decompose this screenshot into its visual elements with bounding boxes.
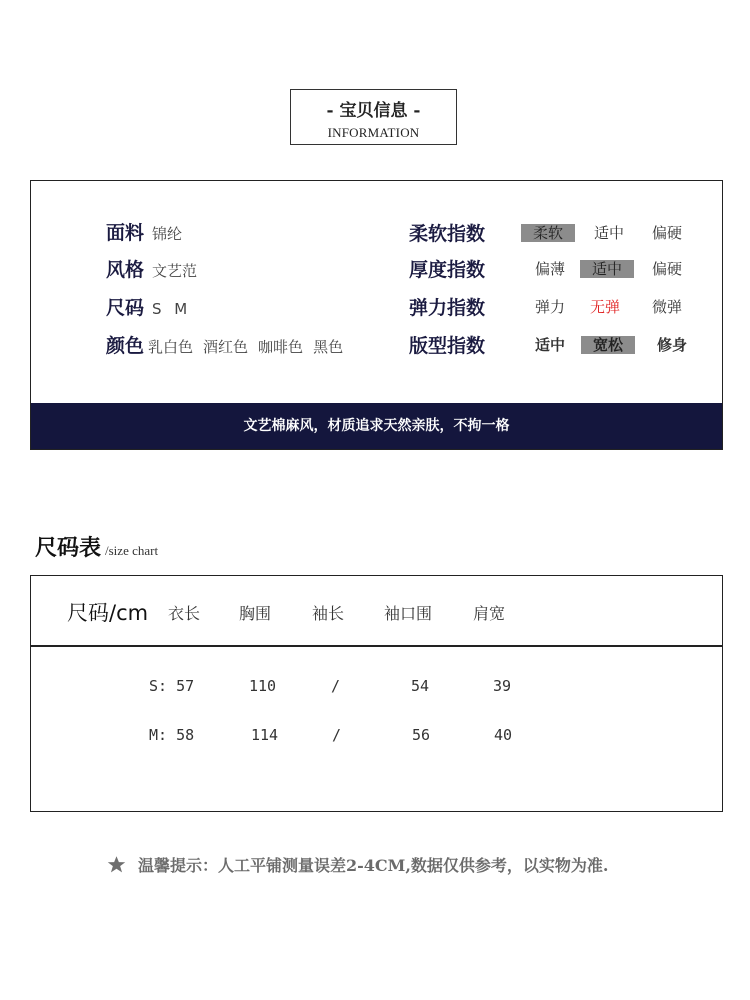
index-option: 适中: [593, 224, 624, 242]
table-cell-chest: 110: [249, 677, 277, 695]
table-cell-sleeve: /: [332, 726, 342, 744]
color-option: 黑色: [313, 338, 344, 356]
index-elasticity-label: 弹力指数: [409, 297, 486, 319]
index-option-selected: 无弹: [589, 298, 620, 316]
index-option: 适中: [534, 336, 565, 354]
attr-color: [106, 331, 353, 358]
index-option: 偏薄: [534, 260, 565, 278]
table-cell-cuff: 56: [412, 726, 431, 744]
size-header-main: 尺码/cm: [67, 601, 149, 625]
table-cell-sleeve: /: [331, 677, 341, 695]
table-cell-size: M: 58: [149, 726, 195, 744]
section-subtitle: INFORMATION: [327, 125, 420, 140]
size-chart-title-cn: 尺码表: [35, 535, 102, 561]
info-banner: 文艺棉麻风，材质追求天然亲肤，不拘一格: [31, 403, 722, 449]
table-cell-cuff: 54: [411, 677, 430, 695]
column-header: 肩宽: [473, 604, 506, 623]
section-title-box: [290, 89, 457, 145]
index-fit-label: 版型指数: [409, 335, 486, 357]
attr-value: 锦纶: [152, 225, 183, 243]
index-option: 偏硬: [651, 224, 682, 242]
index-option-selected: 宽松: [581, 336, 635, 354]
table-cell-size: S: 57: [149, 677, 195, 695]
index-option-selected: 柔软: [521, 224, 575, 242]
star-icon: [107, 855, 126, 874]
index-softness-label: 柔软指数: [409, 223, 486, 245]
product-info-panel: [30, 180, 723, 450]
size-chart-table: [30, 575, 723, 812]
attr-size: [106, 293, 191, 320]
column-header: 胸围: [239, 604, 272, 623]
attr-value: 文艺范: [152, 262, 198, 280]
attr-style: [106, 255, 197, 282]
index-thickness-label: 厚度指数: [409, 259, 486, 281]
attr-fabric: [106, 218, 182, 245]
table-cell-shoulder: 39: [493, 677, 512, 695]
attr-label: 面料: [106, 222, 145, 244]
index-option: 微弹: [651, 298, 682, 316]
column-header: 衣长: [168, 604, 201, 623]
color-option: 乳白色: [148, 338, 194, 356]
attr-label: 尺码: [106, 297, 145, 319]
attr-label: 风格: [106, 259, 145, 281]
column-header: 袖口围: [384, 604, 433, 623]
section-title: - 宝贝信息 -: [326, 101, 421, 121]
tip-note: [107, 853, 609, 876]
attr-label: 颜色: [106, 335, 145, 357]
header-divider: [31, 645, 722, 647]
color-option: 酒红色: [203, 338, 249, 356]
table-cell-shoulder: 40: [494, 726, 513, 744]
index-option: 偏硬: [651, 260, 682, 278]
column-header: 袖长: [312, 604, 345, 623]
tip-text: 温馨提示：人工平铺测量误差2-4CM,数据仅供参考，以实物为准.: [138, 856, 609, 875]
size-chart-title: [35, 531, 158, 562]
color-option: 咖啡色: [258, 338, 304, 356]
size-chart-title-en: /size chart: [105, 543, 159, 558]
index-option-selected: 适中: [580, 260, 634, 278]
attr-value: S M: [152, 300, 192, 318]
index-option: 弹力: [534, 298, 565, 316]
index-option: 修身: [656, 336, 687, 354]
table-cell-chest: 114: [251, 726, 279, 744]
